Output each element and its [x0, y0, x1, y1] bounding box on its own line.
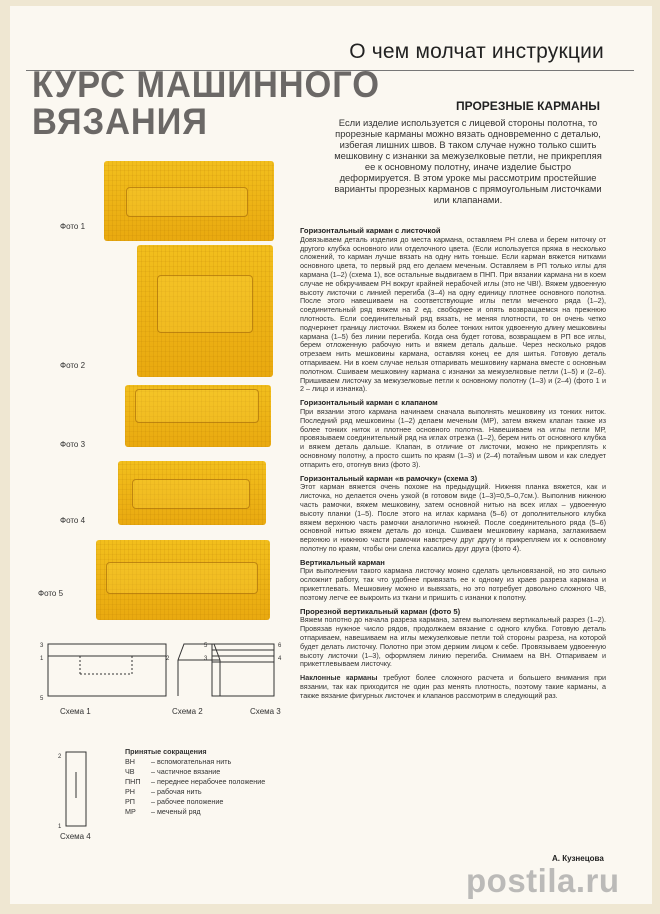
closing-paragraph	[300, 674, 606, 700]
scheme-2-caption: Схема 2	[172, 707, 203, 716]
section-text: При выполнении такого кармана листочку можно сделать цельновязаной, но это сильно осложнит работу, так что удобнее привязать ее к одному из краев разреза кармана и прикеттлевать. Мешковину можно и вывязать, но это потребует довольно сложного ЧВ, поэтому легче ее выкроить из ткани и пришить с изнанки к полотну.	[300, 566, 606, 602]
photo-5-caption: Фото 5	[38, 589, 64, 598]
section-title: Горизонтальный карман «в рамочку» (схема 3)	[300, 473, 478, 483]
section-title: Вертикальный карман	[300, 557, 385, 567]
abbreviation-item: РП – рабочее положение	[125, 797, 224, 806]
section-title: Горизонтальный карман с листочкой	[300, 226, 441, 235]
scheme-3-label-5: 5	[204, 643, 208, 649]
abbreviation-item: РН – рабочая нить	[125, 787, 202, 796]
abbreviation-item: ВН – вспомогательная нить	[125, 757, 232, 766]
watermark: postila.ru	[466, 862, 620, 899]
photo-2-caption: Фото 2	[60, 361, 86, 370]
scheme-3-caption: Схема 3	[250, 707, 281, 716]
scheme-4-label-2: 2	[58, 754, 62, 760]
course-title-line2: ВЯЗАНИЯ	[32, 101, 208, 142]
course-title	[32, 66, 380, 140]
photo-3-caption: Фото 3	[60, 440, 86, 449]
photo-4-caption: Фото 4	[60, 516, 86, 525]
abbreviation-item: ПНП – переднее нерабочее положение	[125, 777, 266, 786]
section-header: О чем молчат инструкции	[349, 40, 604, 63]
section-text: Вяжем полотно до начала разреза кармана, затем выполняем вертикальный разрез (1–2). Провязав нужное число рядов, продолжаем вязание с одного клубка. Готовую деталь отпариваем, навешиваем на иглы межузелковые петли той стороны разреза, на которой будет делать листочку. Полотно при этом держим лицом к себе. Провязываем удвоенную высоту листочки (1–3), оформляем линию перегиба. Снимаем на ВН. Отпариваем и прикеттлевываем листочку.	[300, 615, 606, 669]
closing-text: требуют более сложного расчета и большего внимания при вязании, так как приходится не один раз менять плотность, поэтому такие карманы, а также вязание фигурных листочек и клапанов рассмотрим в следующий раз.	[300, 673, 607, 700]
abbreviation-item: МР – меченый ряд	[125, 807, 201, 816]
scheme-4-label-1: 1	[58, 824, 62, 830]
photo-3	[125, 385, 271, 447]
article-title: ПРОРЕЗНЫЕ КАРМАНЫ	[456, 99, 600, 113]
course-title-line1: КУРС МАШИННОГО	[32, 64, 380, 105]
scheme-3-label-4: 4	[278, 656, 282, 662]
section-text: При вязании этого кармана начинаем сначала выполнять мешковину из тонких ниток. Последний ряд мешковины (1–2) делаем меченым (МР), затем вяжем клапан также из более тонких ниток и плотнее основного полотна. Навешиваем на иглы петли МР, провязываем соединительный ряд на иглах отрезка (1–2), берем нить от основного клубка и вяжем деталь дальше. Клапан, в отличие от листочки, можно не прикреплять к основному полотну, а просто сшить по краям (1–3) и (2–4) потайным швом и как следует отпарить его, отогнув вниз (фото 3).	[300, 406, 606, 469]
scheme-1-diagram	[36, 636, 172, 706]
scheme-3-label-3: 3	[204, 656, 208, 662]
article-body	[300, 227, 606, 701]
abbreviation-item: ЧВ – частичное вязание	[125, 767, 221, 776]
section-text: Довязываем деталь изделия до места кармана, оставляем РН слева и берем ниточку от другого клубка основного или отделочного цвета. (Если используется пряжа в несколько сложений, то карман лучше вязать на одну нить тоньше. Если карман вяжется нитками основного цвета, то первый ряд его делаем меченым. Оставляем в РП только иглы для кармана (1–2) (схема 1), все остальные выдвигаем в ПНП. При вязании кармана ни в коем случае не обкручиваем РН вокруг крайней нерабочей иглы (это не ЧВ!). Вяжем удвоенную высоту листочки с линией перегиба (3–4) на одну единицу плотнее основного полотна. После этого навешиваем на соответствующие иглы петли меченого ряда (1–2), соединительный ряд вяжем на 2 ед. свободнее и опять возвращаемся на прежнюю плотность. Если соединительный ряд вязать, не меняя плотности, то он очень четко подчеркнет границу листочки. Вяжем из более тонких ниток удвоенную длину мешковины кармана (1–5) без линии перегиба. Когда она будет готова, возвращаем в РП все иглы, берем отложенную рабочую нить и вяжем деталь дальше. Через несколько рядов отрезаем нить мешковины кармана, оставляя конец ее для шитья. Готовую деталь отпариваем. Ни в коем случае нельзя отпаривать мешковину кармана вместе с основным полотном. Сшиваем мешковину кармана с изнанки за межузелковые петли (1–5) и (2–6). Пришиваем листочку за межузелковые петли к основному полотну (1–3) и (2–4) (фото 1 и 2 – лицо и изнанка).	[300, 234, 606, 394]
photo-5	[96, 540, 270, 620]
section-text: Этот карман вяжется очень похоже на предыдущий. Нижняя планка вяжется, как и листочка, но делается очень узкой (в готовом виде (1–3)=0,5–0,7см.). Выполнив нижнюю часть рамочки, вяжем мешковину, затем основной нитью на всех иглах – удвоенную высоту планки (1–5). После этого на иглах кармана (5–6) от дополнительного клубка вяжем верхнюю часть рамочки аналогично нижней. После соединительного ряда (5–6) основной нитью вяжем деталь до конца. Сшиваем мешковину кармана, заглаживаем верхнюю и нижнюю части рамочки навстречу друг другу и прикрепляем их к основному полотну по краям, чтобы они слегка касались друг друга (фото 4).	[300, 482, 606, 553]
scheme-4-caption: Схема 4	[60, 832, 91, 841]
abbreviations-title: Принятые сокращения	[125, 747, 207, 756]
closing-lead: Наклонные карманы	[300, 673, 378, 683]
photo-1	[104, 161, 274, 241]
scheme-1-caption: Схема 1	[60, 707, 91, 716]
scheme-1-label-2: 2	[166, 656, 170, 662]
article-intro: Если изделие используется с лицевой стороны полотна, то прорезные карманы можно вязать одновременно с деталью, избегая лишних швов. В таком случае нужно только сшить мешковину с изнанки за межузелковые петли, не прикрепляя ее к основному полотну, иначе изделие быстро деформируется. В этом уроке мы рассмотрим простейшие варианты прорезных карманов с прямоугольным листочками или клапанами.	[334, 117, 602, 205]
author: А. Кузнецова	[552, 854, 604, 863]
abbreviations-box	[125, 747, 265, 817]
scheme-3-diagram	[200, 636, 290, 706]
section-title: Прорезной вертикальный карман (фото 5)	[300, 606, 461, 616]
scheme-1-label-3: 3	[40, 643, 44, 649]
photo-2	[137, 245, 273, 377]
scheme-1-label-1: 1	[40, 656, 44, 662]
scheme-3-label-6: 6	[278, 643, 282, 649]
photo-1-caption: Фото 1	[60, 222, 86, 231]
photo-4	[118, 461, 266, 525]
section-title: Горизонтальный карман с клапаном	[300, 398, 438, 408]
scheme-1-label-5: 5	[40, 696, 44, 702]
scheme-4-diagram	[56, 748, 92, 830]
